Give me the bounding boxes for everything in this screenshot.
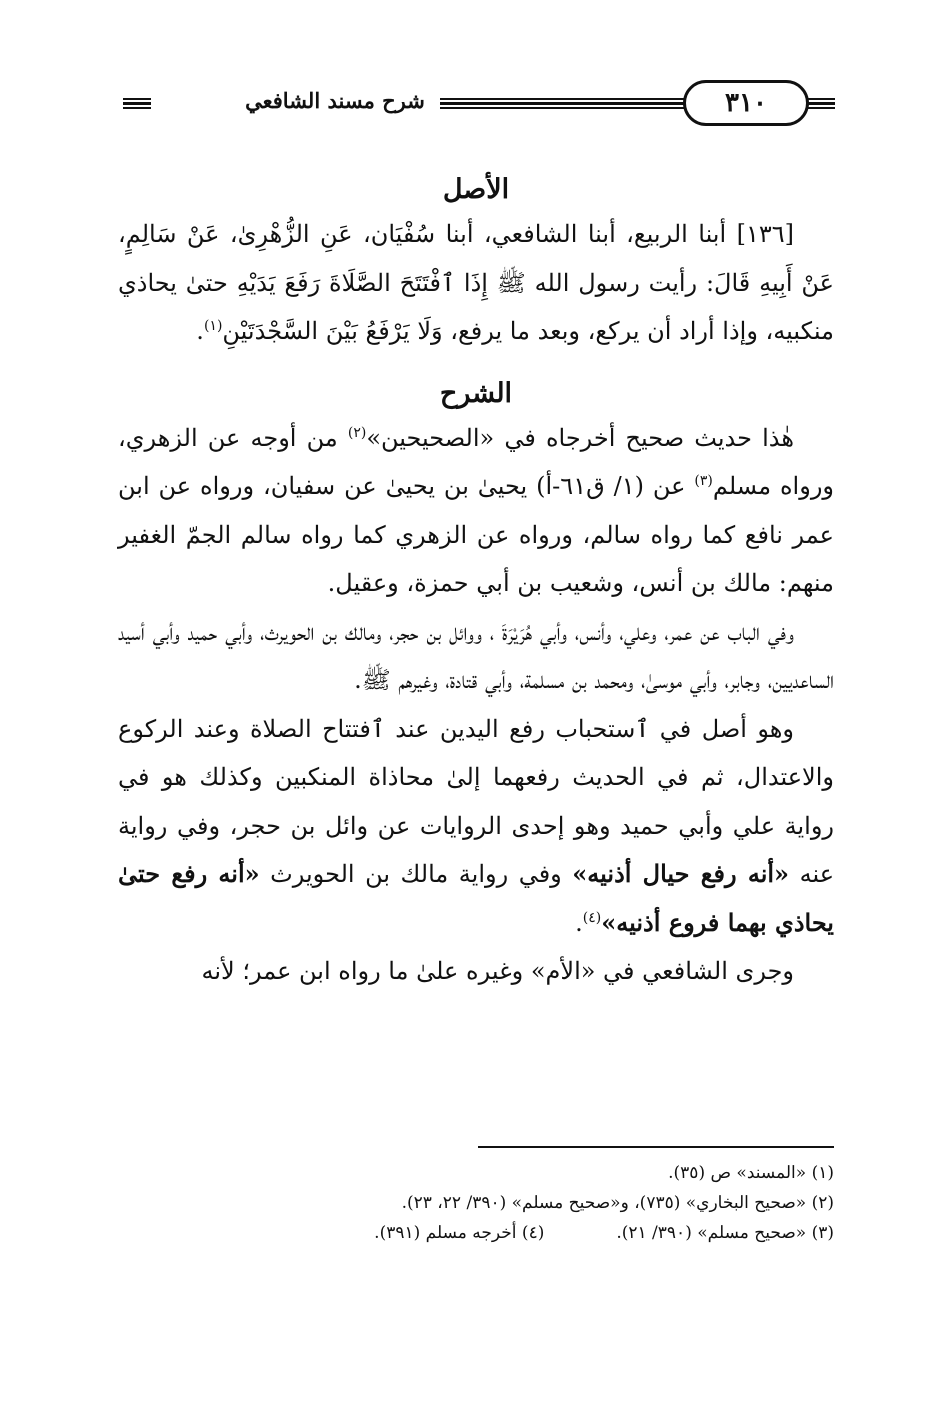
footnote-2: (٢) «صحيح البخاري» (٧٣٥)، و«صحيح مسلم» (٣٩٠/ ٢٢، ٢٣).: [401, 1193, 834, 1213]
page-number: ٣١٠: [683, 80, 809, 126]
running-title: شرح مسند الشافعي: [235, 86, 435, 116]
footnote-3-4-line: [118, 1218, 834, 1248]
header-rule-left: [123, 98, 151, 108]
p1-text-a: هٰذا حديث صحيح أخرجاه في «الصحيحين»: [366, 423, 794, 452]
p3-quote-2: «أنه رفع حتىٰ يحاذي بهما فروع أذنيه»: [118, 859, 834, 937]
header-rule-right: [807, 98, 835, 108]
heading-asl: الأصل: [442, 174, 510, 205]
sharh-paragraph-1: [118, 414, 834, 608]
hadith-text: [118, 210, 834, 356]
p3-text-end: .: [575, 908, 583, 937]
footnote-ref-2: (٢): [347, 424, 367, 441]
hadith-body: [١٣٦] أبنا الربيع، أبنا الشافعي، أبنا سُفْيَان، عَنِ الزُّهْرِىٰ، عَنْ سَالِمٍ، عَنْ أَبِيهِ قَالَ: رأيت رسول الله ﷺ إِذَا ٱفْتَتَحَ الصَّلَاةَ رَفَعَ يَدَيْهِ حتىٰ يحاذي منكبيه، وإذا أراد أن يركع، وبعد ما يرفع، وَلَا يَرْفَعُ بَيْنَ السَّجْدَتَيْنِ: [118, 220, 834, 345]
sharh-paragraph-4: وجرى الشافعي في «الأم» وغيره علىٰ ما رواه ابن عمر؛ لأنه: [201, 957, 794, 985]
footnote-3: (٣) «صحيح مسلم» (٣٩٠/ ٢١).: [616, 1223, 834, 1243]
p3-quote-1: «أنه رفع حيال أذنيه»: [572, 859, 790, 888]
footnote-ref-4: (٤): [582, 909, 602, 926]
sharh-paragraph-2: وفي الباب عن عمر، وعلي، وأنس، وأبي هُرَيْرَةَ ، ووائل بن حجر، ومالك بن الحويرث، وأبي حميد وأبي أسيد الساعديين، وجابر، وأبي موسىٰ، ومحمد بن مسلمة، وأبي قتادة، وغيرهم ﷺ.: [118, 617, 834, 694]
p3-text-a: وهو أصل في ٱستحباب رفع اليدين عند ٱفتتاح الصلاة وعند الركوع والاعتدال، ثم في الحديث رفعهما إلىٰ محاذاة المنكبين وكذلك هو في رواية علي وأبي حميد وهو إحدى الروايات عن وائل بن حجر، وفي رواية عنه: [118, 714, 835, 888]
p1-text-c: عن (١/ ق٦١-أ) يحيىٰ بن يحيىٰ عن سفيان، ورواه عن ابن عمر نافع كما رواه سالم، ورواه عن الزهري كما رواه سالم الجمّ الغفير منهم: مالك بن أنس، وشعيب بن أبي حمزة، وعقيل.: [118, 472, 834, 597]
main-text: [118, 170, 834, 996]
footnote-4: (٤) أخرجه مسلم (٣٩١).: [374, 1223, 545, 1243]
footnotes: [118, 1158, 834, 1248]
header-rule-middle: [440, 98, 685, 108]
footnote-ref-1: (١): [203, 318, 223, 334]
heading-sharh: الشرح: [439, 377, 513, 409]
p1-text-b: من أوجه عن الزهري، ورواه مسلم: [118, 423, 834, 500]
sharh-paragraph-3: [118, 705, 834, 948]
running-header: [95, 78, 835, 128]
hadith-end: .: [196, 317, 204, 345]
footnote-ref-3: (٣): [694, 473, 713, 489]
p3-text-b: وفي رواية مالك بن الحويرث: [259, 860, 573, 888]
footnote-separator: [478, 1146, 834, 1148]
footnote-1: (١) «المسند» ص (٣٥).: [668, 1163, 834, 1183]
